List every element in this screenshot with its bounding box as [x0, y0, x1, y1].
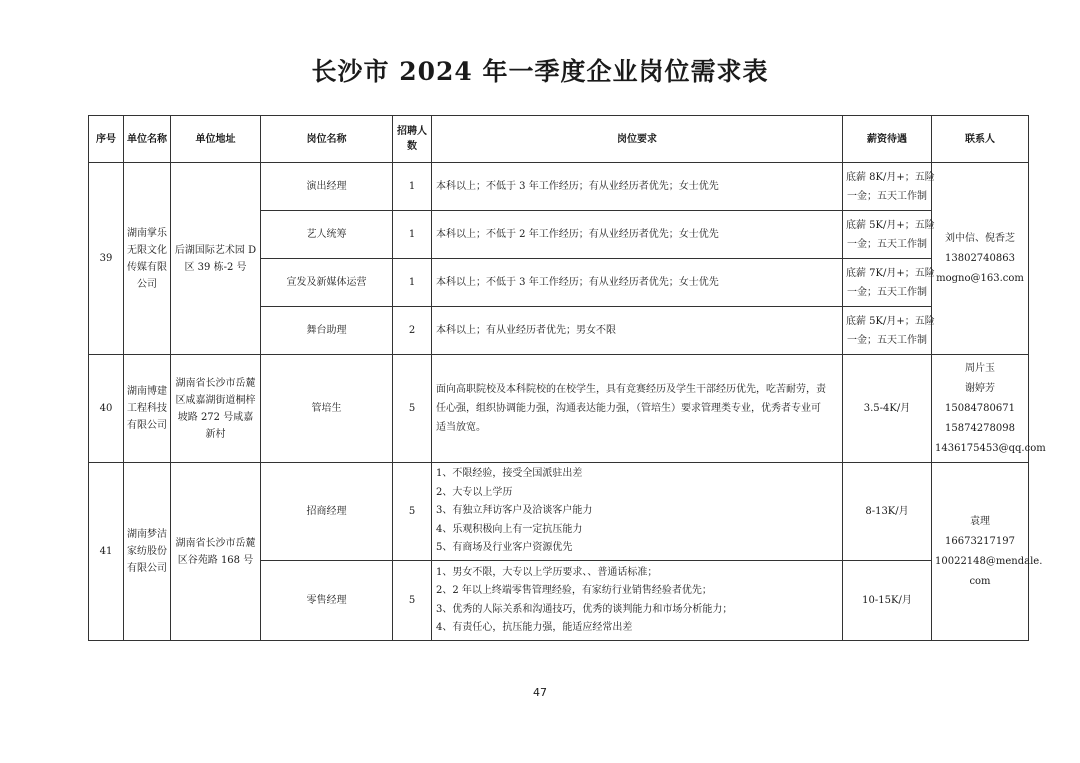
table-row	[89, 355, 1029, 463]
row-index: 40	[89, 355, 124, 463]
position-title: 管培生	[261, 355, 393, 463]
position-salary: 底薪 5K/月+；五险 一金；五天工作制	[843, 211, 932, 259]
company-name: 湖南梦洁家纺股份有限公司	[124, 463, 171, 641]
table-row	[89, 463, 1029, 561]
header-count: 招聘人数	[393, 116, 432, 163]
company-address: 湖南省长沙市岳麓区咸嘉湖街道桐梓坡路 272 号咸嘉新村	[171, 355, 261, 463]
position-title: 舞台助理	[261, 307, 393, 355]
position-requirements: 本科以上；不低于 3 年工作经历；有从业经历者优先；女士优先	[432, 163, 843, 211]
position-count: 1	[393, 211, 432, 259]
header-index: 序号	[89, 116, 124, 163]
table-header-row	[89, 116, 1029, 163]
company-name: 湖南博建工程科技有限公司	[124, 355, 171, 463]
position-count: 2	[393, 307, 432, 355]
position-title: 宣发及新媒体运营	[261, 259, 393, 307]
header-contact: 联系人	[932, 116, 1029, 163]
header-requirements: 岗位要求	[432, 116, 843, 163]
position-requirements: 1、不限经验，接受全国派驻出差 2、大专以上学历 3、有独立拜访客户及洽谈客户能力 4、乐观积极向上有一定抗压能力 5、有商场及行业客户资源优先	[432, 463, 843, 561]
position-salary: 3.5-4K/月	[843, 355, 932, 463]
position-requirements: 本科以上；有从业经历者优先；男女不限	[432, 307, 843, 355]
position-requirements: 本科以上；不低于 2 年工作经历；有从业经历者优先；女士优先	[432, 211, 843, 259]
header-position: 岗位名称	[261, 116, 393, 163]
position-title: 招商经理	[261, 463, 393, 561]
contact-person: 周片玉 谢婷芳 15084780671 15874278098 1436175453@qq.com	[932, 355, 1029, 463]
position-requirements: 本科以上；不低于 3 年工作经历；有从业经历者优先；女士优先	[432, 259, 843, 307]
row-index: 39	[89, 163, 124, 355]
position-salary: 10-15K/月	[843, 561, 932, 641]
position-salary: 底薪 5K/月+；五险 一金；五天工作制	[843, 307, 932, 355]
position-count: 1	[393, 259, 432, 307]
header-salary: 薪资待遇	[843, 116, 932, 163]
position-salary: 8-13K/月	[843, 463, 932, 561]
position-requirements: 1、男女不限，大专以上学历要求、、普通话标准； 2、2 年以上终端零售管理经验，有家纺行业销售经验者优先； 3、优秀的人际关系和沟通技巧，优秀的谈判能力和市场分析能力； 4、有责任心，抗压能力强，能适应经常出差	[432, 561, 843, 641]
page-title: 长沙市 2024 年一季度企业岗位需求表	[311, 57, 769, 86]
position-count: 5	[393, 561, 432, 641]
position-title: 艺人统筹	[261, 211, 393, 259]
contact-person: 袁理 16673217197 10022148@mendale. com	[932, 463, 1029, 641]
header-address: 单位地址	[171, 116, 261, 163]
position-count: 5	[393, 355, 432, 463]
contact-person: 刘中信、倪香芝 13802740863 mogno@163.com	[932, 163, 1029, 355]
company-name: 湖南掌乐无限文化传媒有限公司	[124, 163, 171, 355]
position-salary: 底薪 8K/月+；五险 一金；五天工作制	[843, 163, 932, 211]
position-requirements: 面向高职院校及本科院校的在校学生，具有竞赛经历及学生干部经历优先，吃苦耐劳，责 任心强，组织协调能力强，沟通表达能力强，（管培生）要求管理类专业，优秀者专业可 适当放宽。	[432, 355, 843, 463]
table-row	[89, 163, 1029, 211]
header-company: 单位名称	[124, 116, 171, 163]
job-demand-table	[88, 115, 1046, 641]
page-number: 47	[533, 686, 547, 699]
position-count: 5	[393, 463, 432, 561]
position-count: 1	[393, 163, 432, 211]
position-title: 演出经理	[261, 163, 393, 211]
row-index: 41	[89, 463, 124, 641]
company-address: 后湖国际艺术园 D 区 39 栋-2 号	[171, 163, 261, 355]
position-salary: 底薪 7K/月+；五险 一金；五天工作制	[843, 259, 932, 307]
company-address: 湖南省长沙市岳麓区谷苑路 168 号	[171, 463, 261, 641]
position-title: 零售经理	[261, 561, 393, 641]
